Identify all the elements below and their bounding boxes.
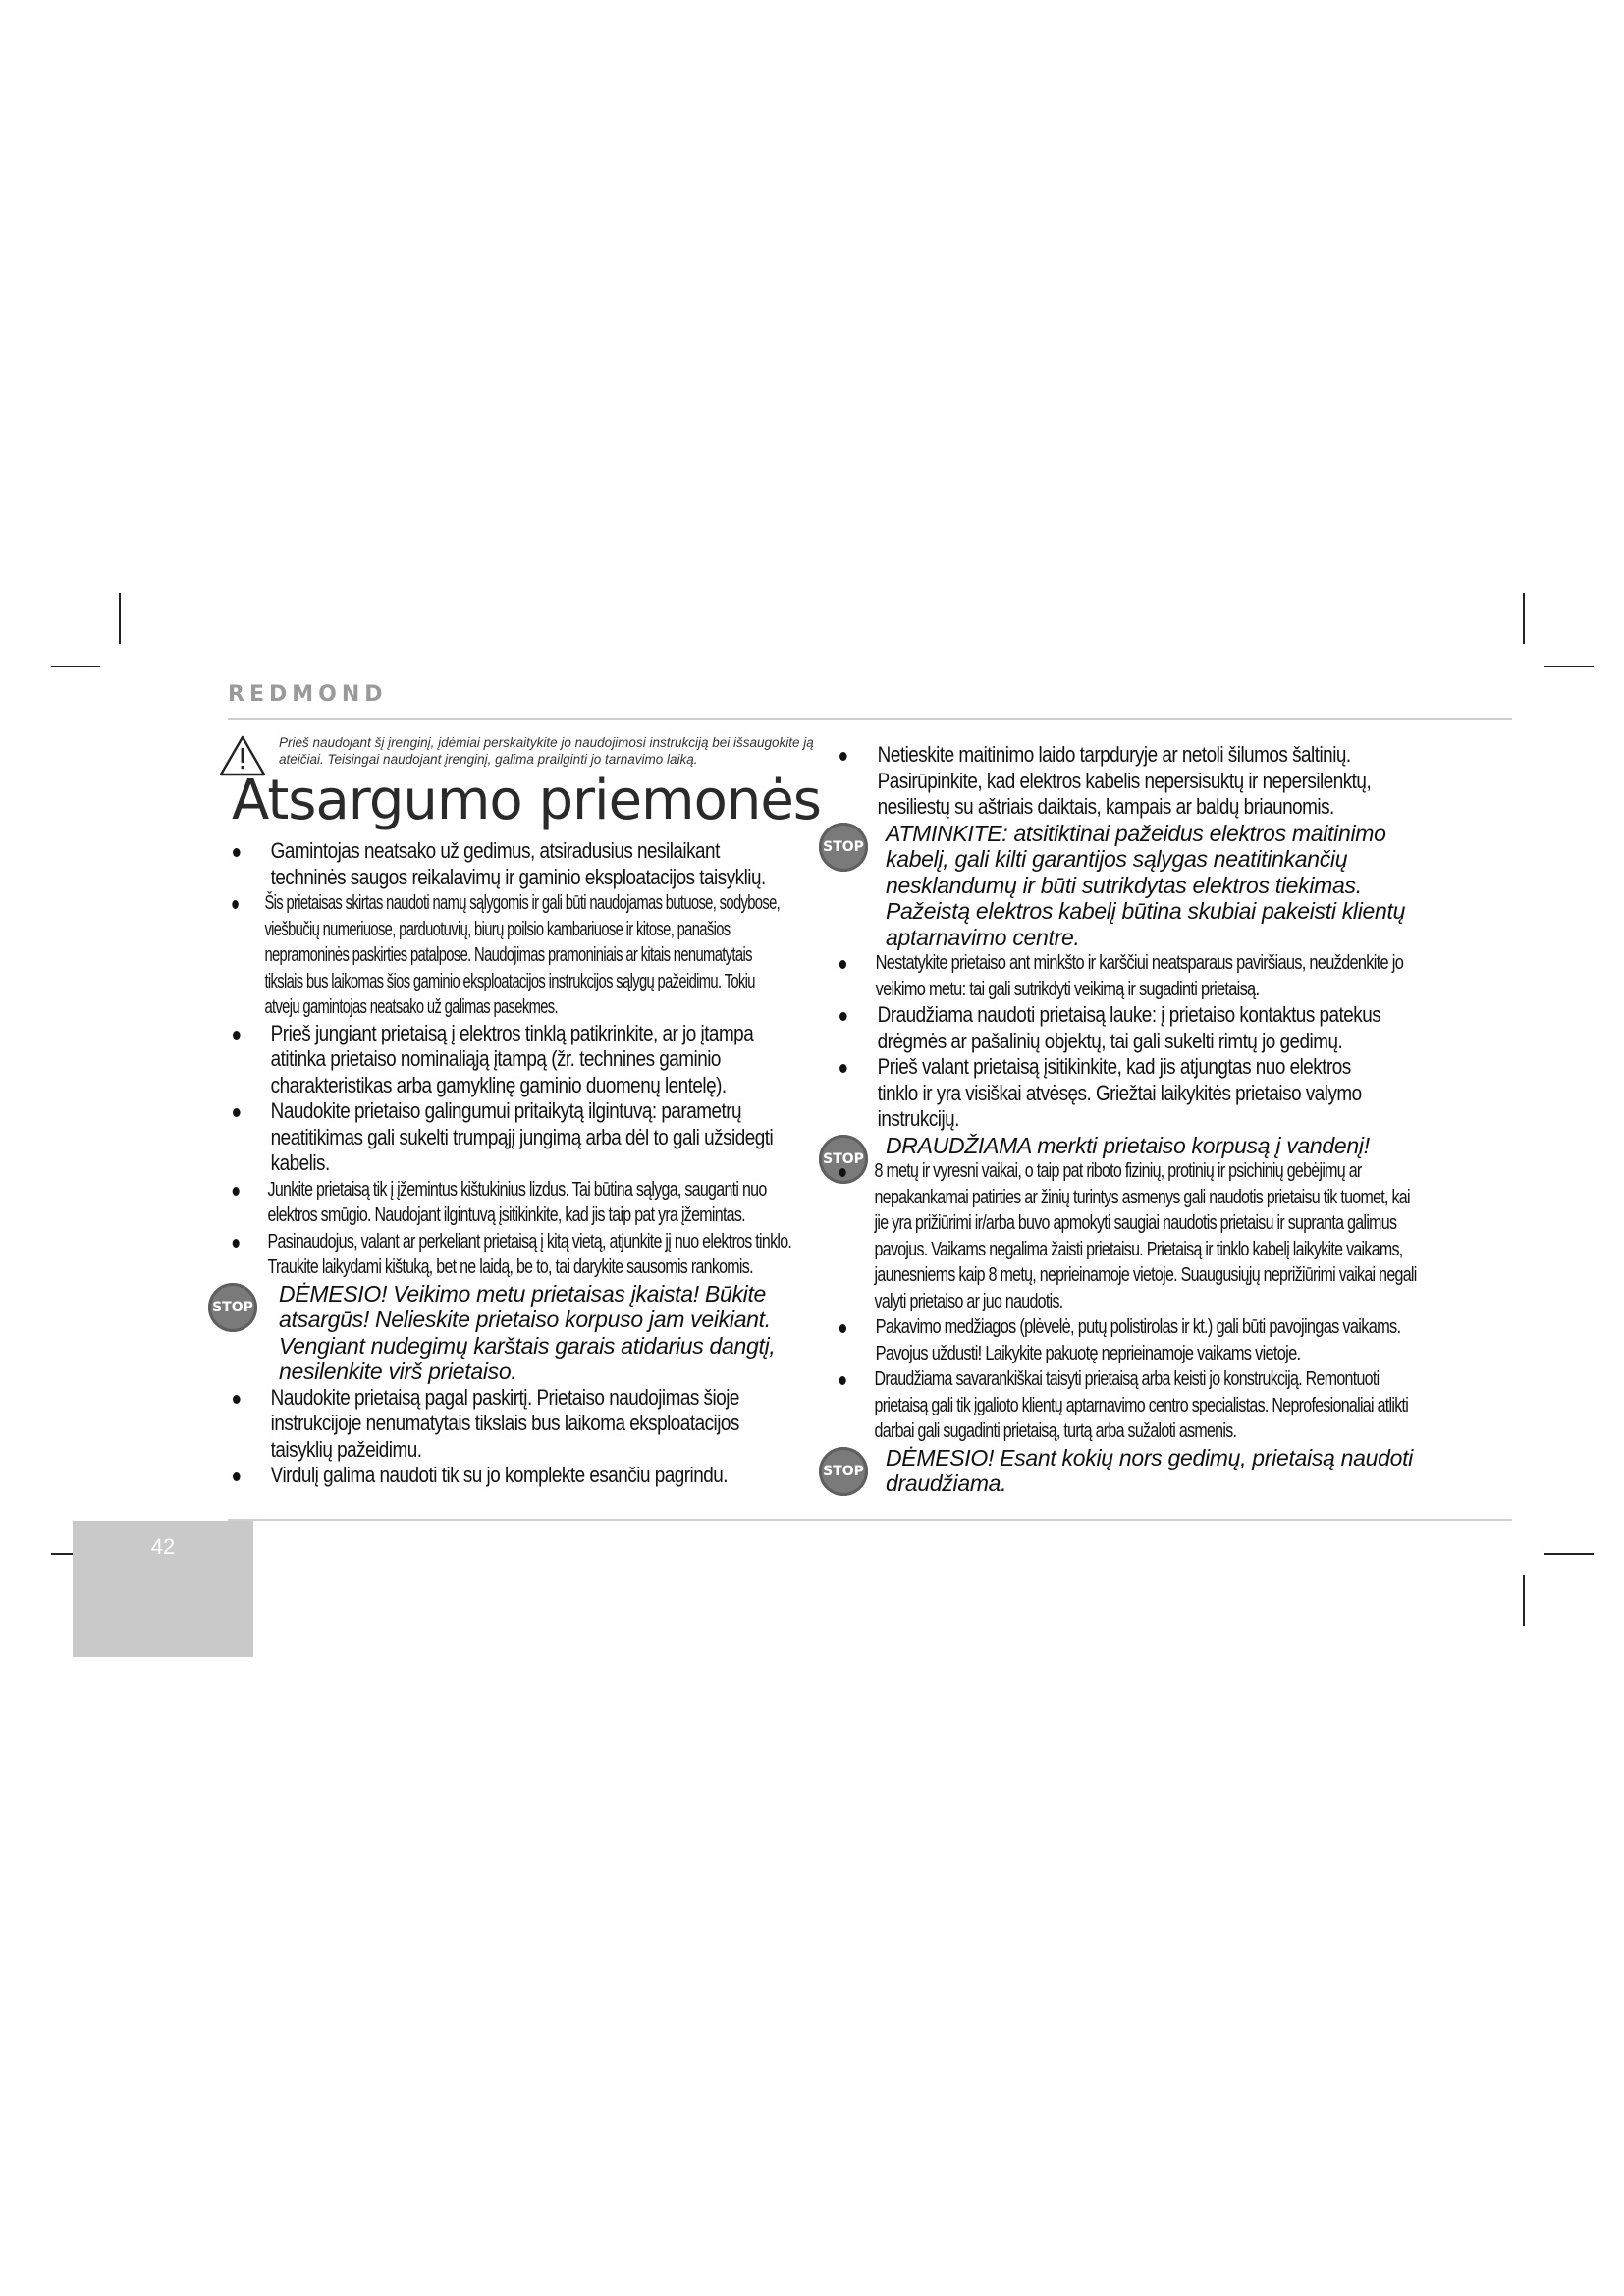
stop-sign-icon: STOP: [819, 1447, 868, 1496]
item-text: Gamintojas neatsako už gedimus, atsiradusius nesilaikant techninės saugos reikalavimų ir gaminio eksploatacijos taisyklių.: [270, 838, 766, 889]
list-item: [228, 1021, 782, 1099]
list-item: [835, 950, 1418, 1002]
crop-mark: [1544, 666, 1594, 667]
list-item: [228, 1098, 782, 1177]
item-text: Naudokite prietaisą pagal paskirtį. Prietaiso naudojimas šioje instrukcijoje nenumatytais tikslais bus laikoma eksploatacijos taisyklių pažeidimu.: [270, 1384, 739, 1462]
bullet-icon: [839, 960, 846, 969]
item-text: Draudžiama naudoti prietaisą lauke: į prietaiso kontaktus patekus drėgmės ar pašalinių objektų, tai gali sukelti rimtų jo gedimų.: [877, 1002, 1381, 1053]
list-item: [835, 1158, 1418, 1314]
list-item: [228, 1177, 804, 1229]
bullet-icon: [233, 1108, 241, 1117]
right-column: [823, 742, 1443, 1497]
stop-sign-icon: STOP: [819, 823, 868, 872]
stop-sign-icon: STOP: [819, 1135, 868, 1184]
list-item: [228, 1229, 804, 1281]
bullet-icon: [233, 1395, 241, 1404]
bullet-icon: [233, 1472, 241, 1481]
stop-sign-icon: STOP: [208, 1283, 257, 1332]
list-item: [835, 1054, 1388, 1133]
item-text: Naudokite prietaiso galingumui pritaikytą ilgintuvą: parametrų neatitikimas gali sukelti trumpąjį jungimą arba dėl to gali užsidegti kabelis.: [270, 1098, 774, 1175]
item-text: Virdulį galima naudoti tik su jo komplekte esančiu pagrindu.: [270, 1463, 728, 1487]
bullet-icon: [233, 848, 241, 857]
bullet-icon: [232, 900, 238, 909]
item-text: Draudžiama savarankiškai taisyti prietaisą arba keisti jo konstrukciją. Remontuoti prietaisą gali tik įgalioto klientų aptarnavimo centro specialistas. Neprofesionaliai atlikti darbai gali sugadinti prietaisą, turtą arba sužaloti asmenis.: [874, 1367, 1409, 1442]
item-text: Junkite prietaisą tik į įžemintus kištukinius lizdus. Tai būtina sąlyga, sauganti nuo elektros smūgio. Naudojant ilgintuvą įsitikinkite, kad jis taip pat yra įžemintas.: [267, 1177, 767, 1226]
page-title: Atsargumo priemonės: [232, 769, 821, 832]
crop-mark: [1544, 1553, 1594, 1555]
stop-warning-item: [823, 1132, 1445, 1167]
list-item: [835, 1314, 1418, 1366]
brand-logo: REDMOND: [228, 682, 388, 707]
header-divider: [228, 718, 1512, 720]
item-text: DĖMESIO! Esant kokių nors gedimų, prietaisą naudoti draudžiama.: [886, 1444, 1413, 1496]
left-column: [212, 838, 837, 1489]
bullet-icon: [233, 1187, 240, 1196]
bullet-icon: [839, 1012, 847, 1021]
list-item: [835, 1366, 1418, 1445]
item-text: ATMINKITE: atsitiktinai pažeidus elektros maitinimo kabelį, gali kilti garantijos sąlygas neatitinkančių nesklandumų ir būti sutrikdytas elektros tiekimas. Pažeistą elektros kabelį būtina skubiai pakeisti klientų aptarnavimo centre.: [886, 820, 1406, 950]
page-number: 42: [150, 1534, 176, 1559]
stop-warning-item: [823, 1444, 1445, 1497]
list-item: [835, 1002, 1388, 1054]
stop-warning-item: [823, 820, 1445, 951]
item-text: Prieš valant prietaisą įsitikinkite, kad jis atjungtas nuo elektros tinklo ir yra visiškai atvėsęs. Griežtai laikykitės prietaiso valymo instrukcijų.: [877, 1054, 1362, 1131]
list-item: [228, 1463, 782, 1489]
crop-mark: [119, 593, 121, 644]
bullet-icon: [839, 1064, 847, 1073]
item-text: DĖMESIO! Veikimo metu prietaisas įkaista! Būkite atsargūs! Nelieskite prietaiso korpuso jam veikiant. Vengiant nudegimų karštais garais atidarius dangtį, nesilenkite virš prietaiso.: [279, 1280, 776, 1384]
crop-mark: [1523, 593, 1525, 644]
bullet-icon: [839, 1324, 846, 1333]
stop-warning-item: [212, 1280, 829, 1385]
list-item: [228, 1385, 782, 1464]
item-text: Netieskite maitinimo laido tarpduryje ar netoli šilumos šaltinių. Pasirūpinkite, kad elektros kabelis nepersisuktų ir nepersilenktų, nesiliestų su aštriais daiktais, kampais ar baldų briaunomis.: [877, 742, 1372, 819]
bullet-icon: [839, 1376, 846, 1385]
crop-mark: [1523, 1575, 1525, 1626]
list-item: [835, 742, 1388, 821]
item-text: Prieš jungiant prietaisą į elektros tinklą patikrinkite, ar jo įtampa atitinka prietaiso nominaliąją įtampą (žr. technines gaminio charakteristikas arba gamyklinę gaminio duomenų lentelę).: [270, 1020, 754, 1097]
item-text: Nestatykite prietaiso ant minkšto ir karščiui neatsparaus paviršiaus, neuždenkite jo veikimo metu: tai gali sutrikdyti veikimą ir sugadinti prietaisą.: [875, 951, 1404, 1000]
crop-mark: [51, 666, 100, 667]
footer-divider: [228, 1519, 1512, 1521]
item-text: 8 metų ir vyresni vaikai, o taip pat riboto fizinių, protinių ir psichinių gebėjimų ar nepakankamai patirties ar žinių turintys asmenys gali naudotis prietaisu tik tuomet, kai jie yra prižiūrimi ir/arba buvo apmokyti saugiai naudotis prietaisu ir supranta galimus pavojus. Vaikams negalima žaisti prietaisu. Prietaisą ir tinklo kabelį laikykite vaikams, jaunesniems kaip 8 metų, neprieinamoje vietoje. Suaugusiųjų neprižiūrimi vaikai negali valyti prietaiso ar juo naudotis.: [874, 1159, 1417, 1312]
item-text: Pakavimo medžiagos (plėvelė, putų polistirolas ir kt.) gali būti pavojingas vaikams. Pavojus uždusti! Laikykite pakuotę neprieinamoje vaikams vietoje.: [875, 1315, 1401, 1364]
list-item: [228, 838, 782, 890]
bullet-icon: [839, 752, 847, 761]
bullet-icon: [839, 1168, 846, 1177]
bullet-icon: [233, 1239, 240, 1248]
page-number-box: [73, 1521, 253, 1657]
list-item: [228, 890, 791, 1021]
item-text: DRAUDŽIAMA merkti prietaiso korpusą į vandenį!: [886, 1132, 1370, 1158]
item-text: Pasinaudojus, valant ar perkeliant prietaisą į kitą vietą, atjunkite jį nuo elektros tinklo. Traukite laikydami kištuką, bet ne laidą, be to, tai darykite sausomis rankomis.: [267, 1229, 792, 1278]
warning-text: Prieš naudojant šį įrenginį, įdėmiai perskaitykite jo naudojimosi instrukciją bei išsaugokite ją ateičiai. Teisingai naudojant įrenginį, galima prailginti jo tarnavimo laiką.: [279, 735, 814, 767]
bullet-icon: [233, 1031, 241, 1040]
item-text: Šis prietaisas skirtas naudoti namų sąlygomis ir gali būti naudojamas butuose, sodybose, viešbučių numeriuose, parduotuvių, biurų poilsio kambariuose ir kitose, panašios nepramoninės paskirties patalpose. Naudojimas pramoniniais ar kitais nenumatytais tikslais bus laikomas šios gaminio eksploatacijos instrukcijos sąlygų pažeidimu. Tokiu atveju gamintojas neatsako už galimas pasekmes.: [264, 891, 781, 1018]
